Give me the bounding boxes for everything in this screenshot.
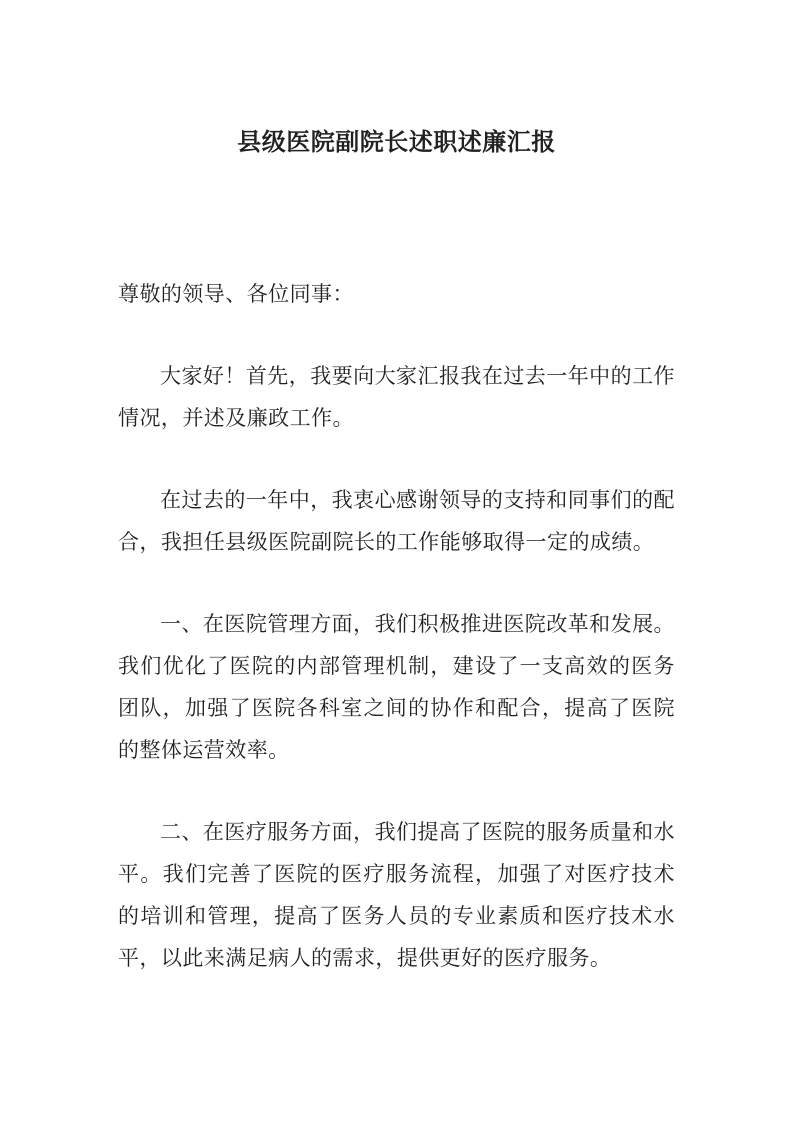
paragraph-section-2-medical-service: 二、在医疗服务方面，我们提高了医院的服务质量和水平。我们完善了医院的医疗服务流程，加强了对医疗技术的培训和管理，提高了医务人员的专业素质和医疗技术水平，以此来满足病人的需求，提供更好的医疗服务。	[118, 820, 675, 970]
salutation: 尊敬的领导、各位同事：	[118, 282, 354, 306]
paragraph-section-1-management: 一、在医院管理方面，我们积极推进医院改革和发展。我们优化了医院的内部管理机制，建设了一支高效的医务团队，加强了医院各科室之间的协作和配合，提高了医院的整体运营效率。	[118, 612, 675, 762]
paragraph-thanks: 在过去的一年中，我衷心感谢领导的支持和同事们的配合，我担任县级医院副院长的工作能够取得一定的成绩。	[118, 488, 675, 554]
document-body	[118, 273, 675, 979]
paragraph-intro: 大家好！首先，我要向大家汇报我在过去一年中的工作情况，并述及廉政工作。	[118, 364, 675, 430]
document-title: 县级医院副院长述职述廉汇报	[237, 130, 556, 156]
